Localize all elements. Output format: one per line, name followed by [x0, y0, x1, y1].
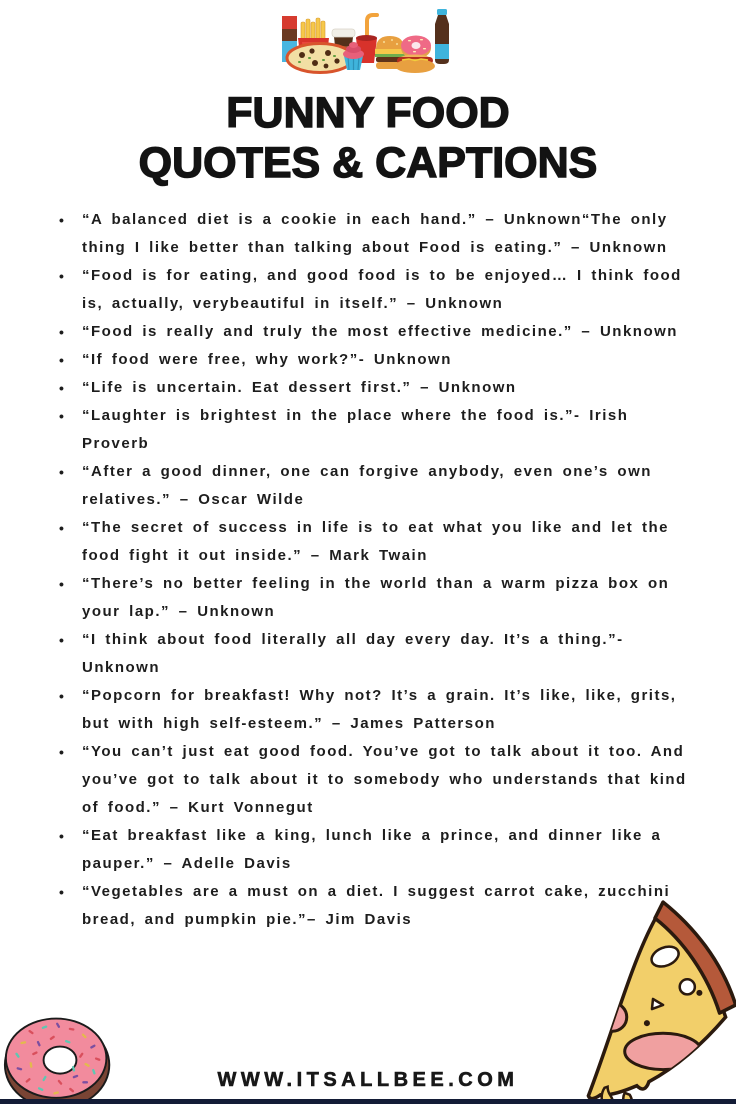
quote-item: • “Eat breakfast like a king, lunch like a prince, and dinner like a pauper.” – Adelle Davis [82, 822, 696, 878]
fast-food-banner-icon [282, 8, 454, 75]
quote-item: • “Vegetables are a must on a diet. I suggest carrot cake, zucchini bread, and pumpkin pie.”– Jim Davis [82, 878, 696, 934]
website-url: WWW.ITSALLBEE.COM [217, 1069, 519, 1091]
quote-item: • “Life is uncertain. Eat dessert first.” – Unknown [82, 374, 696, 402]
quote-item: • “Food is for eating, and good food is to be enjoyed… I think food is, actually, verybeautiful in itself.” – Unknown [82, 262, 696, 318]
quotes-list [82, 206, 696, 934]
title-line-2: QUOTES & CAPTIONS [138, 139, 598, 187]
quote-item: • “If food were free, why work?”- Unknown [82, 346, 696, 374]
bottle-icon [435, 9, 449, 64]
quote-item: • “You can’t just eat good food. You’ve got to talk about it too. And you’ve got to talk about it to somebody who understands that kind of food.” – Kurt Vonnegut [82, 738, 696, 822]
quote-item: • “The secret of success in life is to eat what you like and let the food fight it out inside.” – Mark Twain [82, 514, 696, 570]
quote-item: • “After a good dinner, one can forgive anybody, even one’s own relatives.” – Oscar Wilde [82, 458, 696, 514]
page-title [0, 88, 736, 188]
bottom-bar [0, 1099, 736, 1104]
quote-item: • “Food is really and truly the most effective medicine.” – Unknown [82, 318, 696, 346]
pizza-icon [287, 44, 353, 73]
title-line-1: FUNNY FOOD [226, 89, 510, 137]
quote-item: • “A balanced diet is a cookie in each hand.” – Unknown“The only thing I like better than talking about Food is eating.” – Unknown [82, 206, 696, 262]
quote-item: • “Popcorn for breakfast! Why not? It’s a grain. It’s like, like, grits, but with high self-esteem.” – James Patterson [82, 682, 696, 738]
quote-item: • “I think about food literally all day every day. It’s a thing.”- Unknown [82, 626, 696, 682]
hot-dog-icon [395, 55, 435, 74]
quote-item: • “Laughter is brightest in the place where the food is.”- Irish Proverb [82, 402, 696, 458]
quote-item: • “There’s no better feeling in the world than a warm pizza box on your lap.” – Unknown [82, 570, 696, 626]
fast-food-banner-illustration [282, 8, 454, 75]
